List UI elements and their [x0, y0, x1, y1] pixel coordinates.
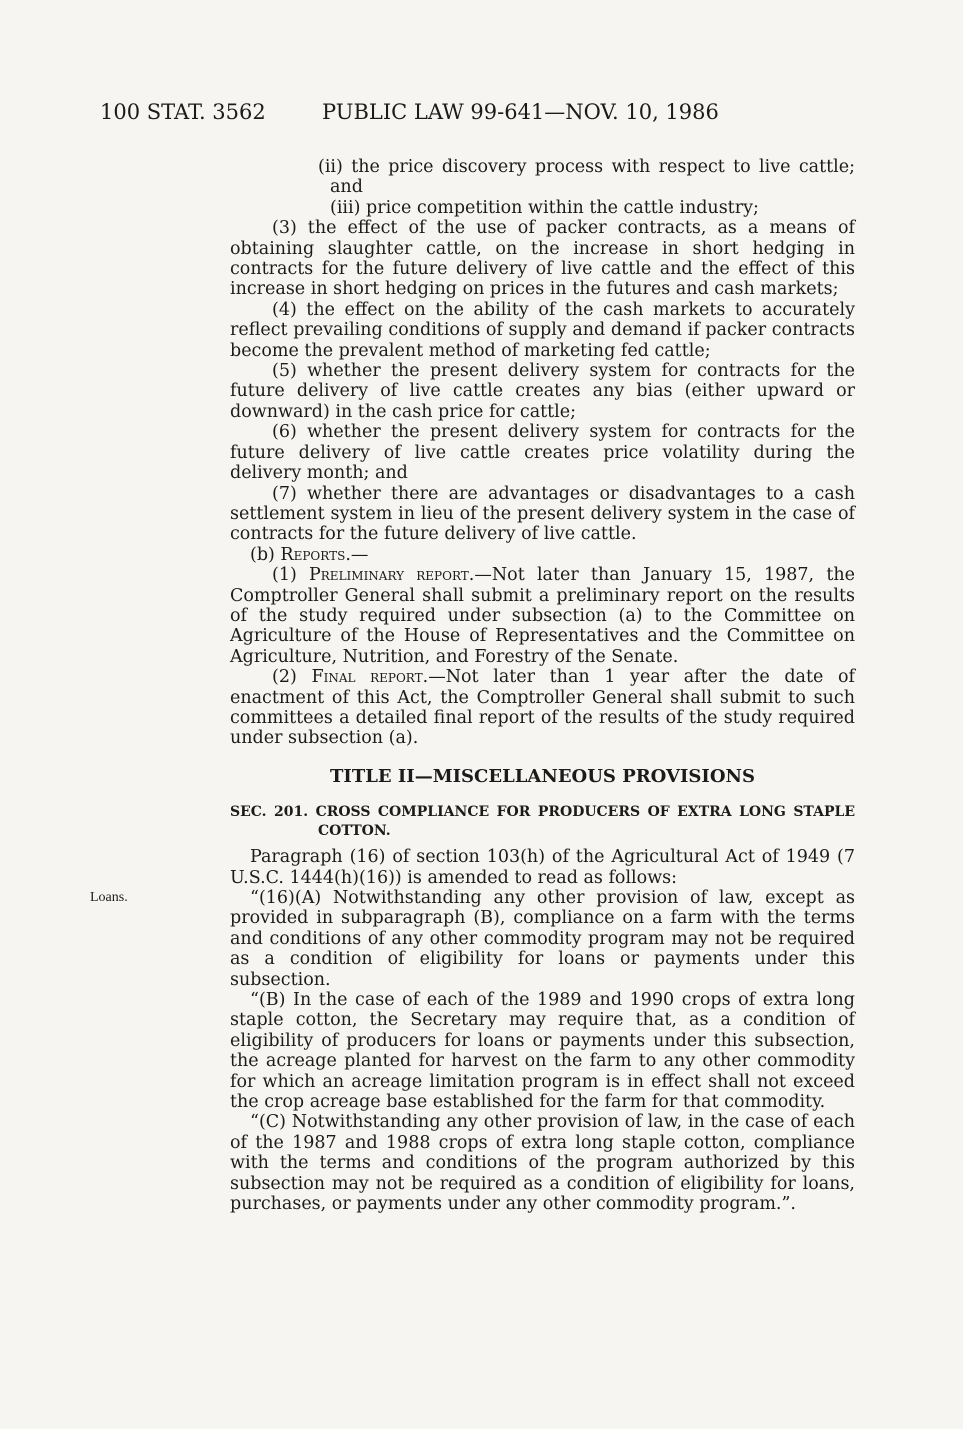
subsection-b-title: Reports.— — [280, 544, 369, 565]
public-law-title: PUBLIC LAW 99-641—NOV. 10, 1986 — [322, 100, 719, 124]
document-body — [230, 157, 855, 1215]
paragraph-4: (4) the effect on the ability of the cash markets to accurately reflect prevailing conditions of supply and demand if packer contracts become the prevalent method of marketing fed cattle; — [230, 299, 855, 361]
section-heading: SEC. 201. CROSS COMPLIANCE FOR PRODUCERS OF EXTRA LONG STAPLE COTTON. — [230, 804, 855, 840]
paragraph-7: (7) whether there are advantages or disadvantages to a cash settlement system in lieu of the present delivery system in the case of contracts for the future delivery of live cattle. — [230, 483, 855, 545]
stat-reference: 100 STAT. 3562 — [100, 100, 266, 124]
quoted-subparagraph-b: “(B) In the case of each of the 1989 and 1990 crops of extra long staple cotton, the Secretary may require that, as a condition of eligibility of producers for loans or payments under this subsection, the acreage planted for harvest on the farm to any other commodity for which an acreage limitation program is in effect shall not exceed the crop acreage base established for the farm for that commodity. — [230, 990, 855, 1113]
final-report-heading: Final report. — [311, 667, 429, 688]
final-report-number: (2) — [272, 667, 312, 688]
clause-iii: (iii) price competition within the cattle industry; — [330, 197, 759, 218]
amendment-intro: Paragraph (16) of section 103(h) of the Agricultural Act of 1949 (7 U.S.C. 1444(h)(16)) is amended to read as follows: — [230, 847, 855, 888]
preliminary-report-number: (1) — [272, 565, 309, 586]
subsection-b-heading — [230, 545, 855, 565]
preliminary-report-paragraph — [230, 565, 855, 667]
paragraph-6: (6) whether the present delivery system for contracts for the future delivery of live cattle creates price volatility during the delivery month; and — [230, 422, 855, 484]
final-report-paragraph — [230, 667, 855, 749]
quoted-subparagraph-a: “(16)(A) Notwithstanding any other provision of law, except as provided in subparagraph (B), compliance on a farm with the terms and conditions of any other commodity program may not be required as a condition of eligibility for loans or payments under this subsection. — [230, 888, 855, 990]
paragraph-3: (3) the effect of the use of packer contracts, as a means of obtaining slaughter cattle, on the increase in short hedging in contracts for the future delivery of live cattle and the effect of this increase in short hedging on prices in the futures and cash markets; — [230, 218, 855, 300]
subsection-b-number: (b) — [250, 544, 281, 565]
title-heading: TITLE II—MISCELLANEOUS PROVISIONS — [330, 765, 755, 787]
preliminary-report-heading: Preliminary report. — [309, 565, 475, 586]
preliminary-report-text: —Not later than January 15, 1987, the Comptroller General shall submit a preliminary report on the results of the study required under subsection (a) to the Committee on Agriculture of the House of Representatives and the Committee on Agriculture, Nutrition, and Forestry of the Senate. — [230, 565, 855, 667]
clause-ii: (ii) the price discovery process with respect to live cattle; and — [318, 157, 855, 198]
quoted-subparagraph-c: “(C) Notwithstanding any other provision of law, in the case of each of the 1987 and 1988 crops of extra long staple cotton, compliance with the terms and conditions of the program authorized by this subsection may not be required as a condition of eligibility for loans, purchases, or payments under any other commodity program.”. — [230, 1112, 855, 1215]
final-report-text: —Not later than 1 year after the date of enactment of this Act, the Comptroller General shall submit to such committees a detailed final report of the results of the study required under subsection (a). — [230, 667, 856, 749]
margin-note-loans: Loans. — [90, 890, 128, 905]
paragraph-5: (5) whether the present delivery system for contracts for the future delivery of live cattle creates any bias (either upward or downward) in the cash price for cattle; — [230, 361, 855, 422]
